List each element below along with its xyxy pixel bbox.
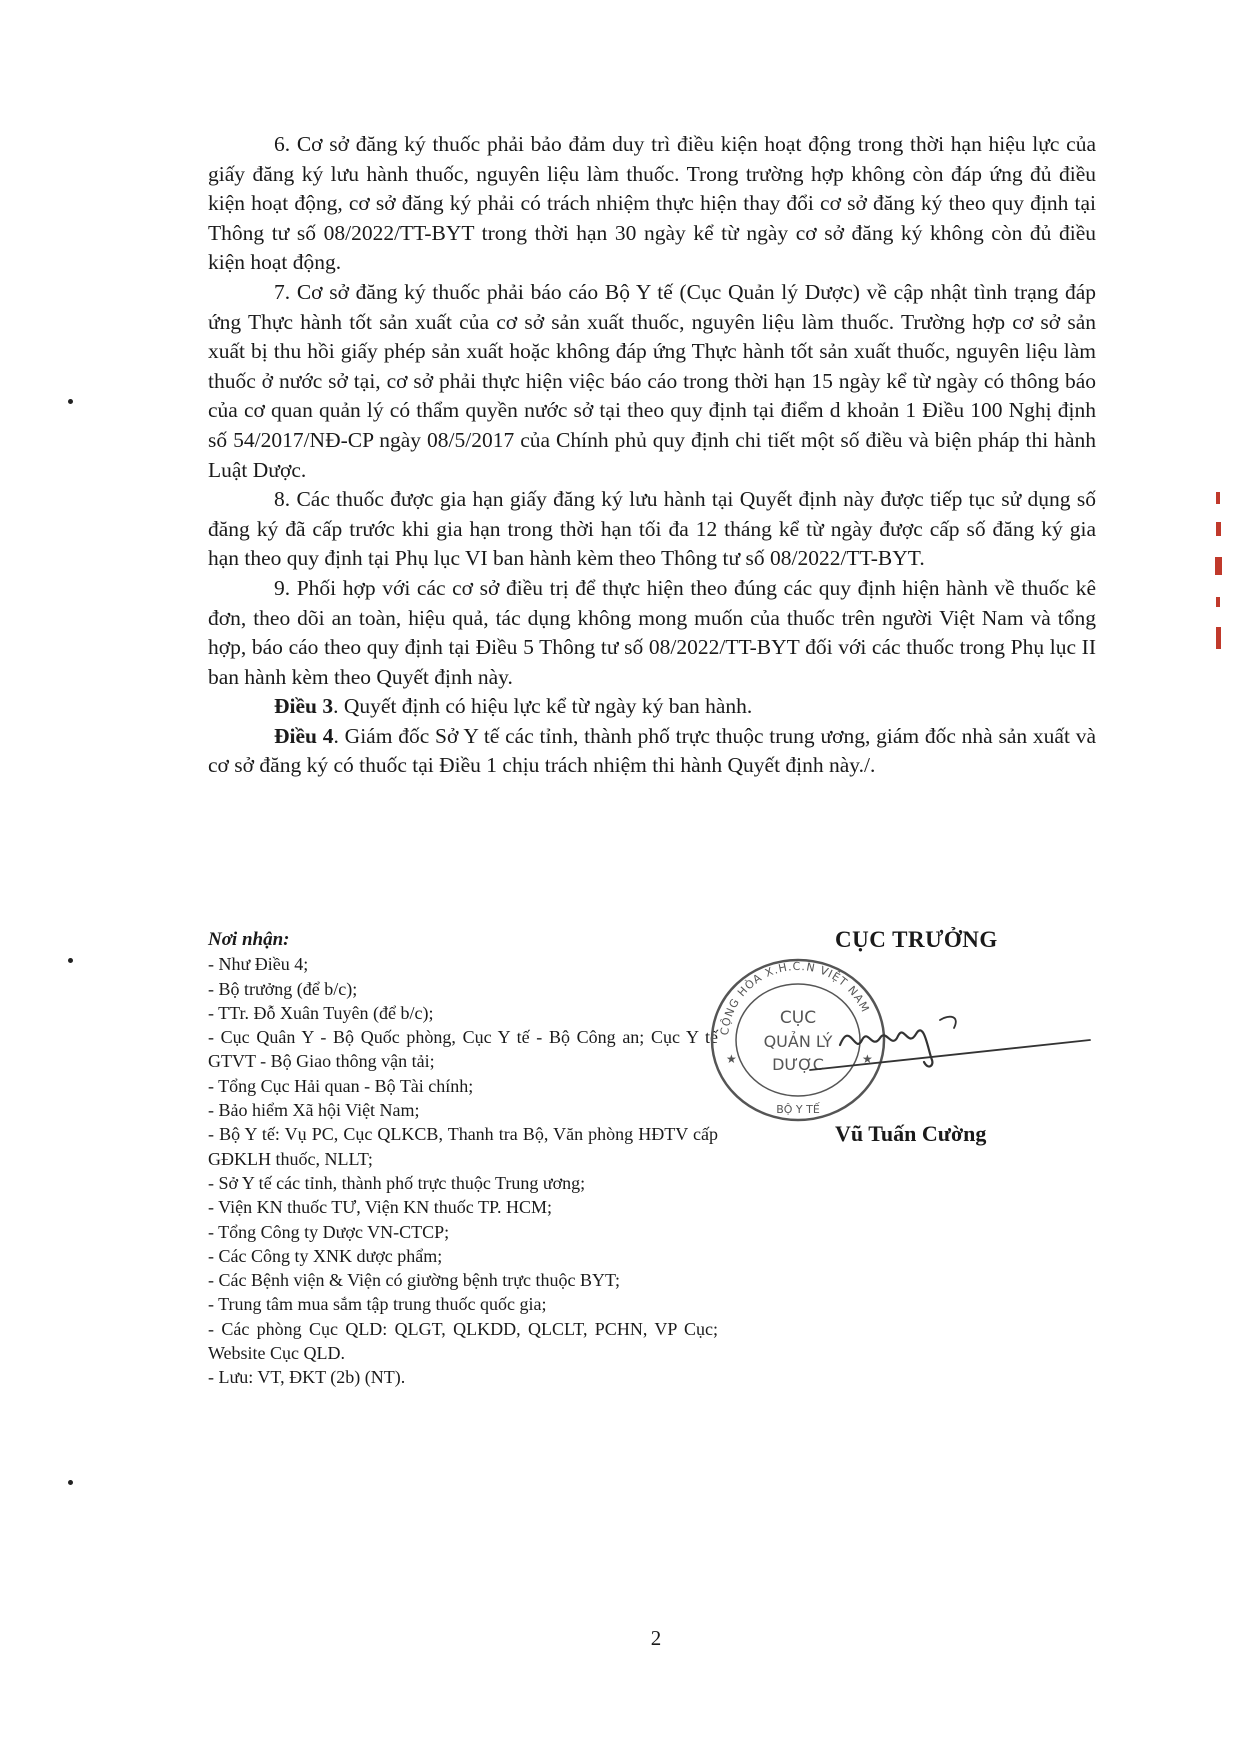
svg-text:★: ★ — [862, 1052, 873, 1066]
signer-title: CỤC TRƯỞNG — [835, 927, 998, 952]
margin-stamp-mark — [1208, 482, 1230, 662]
paragraph-8: 8. Các thuốc được gia hạn giấy đăng ký lưu hành tại Quyết định này được tiếp tục sử dụng số đăng ký đã cấp trước khi gia hạn trong thời hạn tối đa 12 tháng kể từ ngày được cấp số đăng ký gia hạn theo quy định tại Phụ lục VI ban hành kèm theo Thông tư số 08/2022/TT-BYT. — [208, 487, 1096, 571]
svg-text:DƯỢC: DƯỢC — [772, 1055, 824, 1074]
recipient-item: - Các Bệnh viện & Viện có giường bệnh trực thuộc BYT; — [208, 1270, 621, 1291]
scan-dot — [68, 958, 73, 963]
recipient-item: - Bảo hiểm Xã hội Việt Nam; — [208, 1100, 420, 1121]
article-3-label: Điều 3 — [274, 694, 334, 719]
recipient-item: - Lưu: VT, ĐKT (2b) (NT). — [208, 1367, 406, 1388]
recipient-item: - Như Điều 4; — [208, 954, 309, 975]
article-3 — [208, 692, 1096, 722]
recipient-item: - Tổng Công ty Dược VN-CTCP; — [208, 1221, 450, 1242]
recipients-title: Nơi nhận: — [208, 929, 290, 950]
article-4-text: . Giám đốc Sở Y tế các tỉnh, thành phố trực thuộc trung ương, giám đốc nhà sản xuất và cơ sở đăng ký có thuốc tại Điều 1 chịu trách nhiệm thi hành Quyết định này./. — [208, 723, 1097, 778]
svg-text:BỘ Y TẾ: BỘ Y TẾ — [776, 1103, 820, 1116]
handwritten-signature — [800, 1000, 1100, 1080]
svg-text:CỤC: CỤC — [779, 1008, 817, 1028]
paragraph-9: 9. Phối hợp với các cơ sở điều trị để thực hiện theo đúng các quy định hiện hành về thuốc kê đơn, theo dõi an toàn, hiệu quả, tác dụng không mong muốn của thuốc trên người Việt Nam và tổng hợp, báo cáo theo quy định tại Điều 5 Thông tư số 08/2022/TT-BYT đối với các thuốc trong Phụ lục II ban hành kèm theo Quyết định này. — [208, 575, 1096, 689]
svg-text:CỘNG HÒA X.H.C.N VIỆT NAM: CỘNG HÒA X.H.C.N VIỆT NAM — [718, 959, 873, 1037]
recipient-item: - Tổng Cục Hải quan - Bộ Tài chính; — [208, 1075, 474, 1096]
svg-text:★: ★ — [726, 1052, 737, 1066]
document-body — [208, 130, 1096, 781]
article-4-label: Điều 4 — [274, 723, 334, 748]
recipient-item: - Cục Quân Y - Bộ Quốc phòng, Cục Y tế - Bộ Công an; Cục Y tế GTVT - Bộ Giao thông vận tải; — [208, 1027, 718, 1072]
paragraph-7: 7. Cơ sở đăng ký thuốc phải báo cáo Bộ Y tế (Cục Quản lý Dược) về cập nhật tình trạng đáp ứng Thực hành tốt sản xuất của cơ sở sản xuất thuốc, nguyên liệu làm thuốc. Trường hợp cơ sở sản xuất bị thu hồi giấy phép sản xuất hoặc không đáp ứng Thực hành tốt sản xuất thuốc, nguyên liệu làm thuốc ở nước sở tại, cơ sở phải thực hiện việc báo cáo trong thời hạn 15 ngày kể từ ngày có thông báo của cơ quan quản lý có thẩm quyền nước sở tại theo quy định tại điểm d khoản 1 Điều 100 Nghị định số 54/2017/NĐ-CP ngày 08/5/2017 của Chính phủ quy định chi tiết một số điều và biện pháp thi hành Luật Dược. — [208, 279, 1096, 482]
recipient-item: - Bộ trưởng (để b/c); — [208, 978, 358, 999]
signer-name: Vũ Tuấn Cường — [835, 1121, 987, 1146]
recipient-item: - Các phòng Cục QLD: QLGT, QLKDD, QLCLT, PCHN, VP Cục; Website Cục QLD. — [208, 1318, 718, 1364]
recipient-item: - Trung tâm mua sắm tập trung thuốc quốc gia; — [208, 1294, 547, 1315]
svg-text:QUẢN LÝ: QUẢN LÝ — [763, 1032, 833, 1051]
page-number: 2 — [650, 1626, 662, 1650]
scan-dot — [68, 1480, 73, 1485]
article-4 — [208, 722, 1096, 781]
recipients-list — [208, 952, 718, 1389]
scan-dot — [68, 399, 73, 404]
article-3-text: . Quyết định có hiệu lực kể từ ngày ký ban hành. — [333, 694, 753, 719]
recipients-block — [208, 928, 718, 1390]
recipient-item: - Sở Y tế các tỉnh, thành phố trực thuộc Trung ương; — [208, 1172, 586, 1193]
recipient-item: - Viện KN thuốc TƯ, Viện KN thuốc TP. HCM; — [208, 1197, 552, 1218]
recipient-item: - Bộ Y tế: Vụ PC, Cục QLKCB, Thanh tra Bộ, Văn phòng HĐTV cấp GĐKLH thuốc, NLLT; — [208, 1124, 718, 1169]
paragraph-6: 6. Cơ sở đăng ký thuốc phải bảo đảm duy trì điều kiện hoạt động trong thời hạn hiệu lực của giấy đăng ký lưu hành thuốc, nguyên liệu làm thuốc. Trong trường hợp không còn đáp ứng đủ điều kiện hoạt động, cơ sở đăng ký phải có trách nhiệm thực hiện thay đổi cơ sở đăng ký theo quy định tại Thông tư số 08/2022/TT-BYT trong thời hạn 30 ngày kể từ ngày cơ sở đăng ký không còn đủ điều kiện hoạt động. — [208, 132, 1096, 275]
recipient-item: - Các Công ty XNK dược phẩm; — [208, 1245, 443, 1266]
recipient-item: - TTr. Đỗ Xuân Tuyên (để b/c); — [208, 1002, 434, 1023]
